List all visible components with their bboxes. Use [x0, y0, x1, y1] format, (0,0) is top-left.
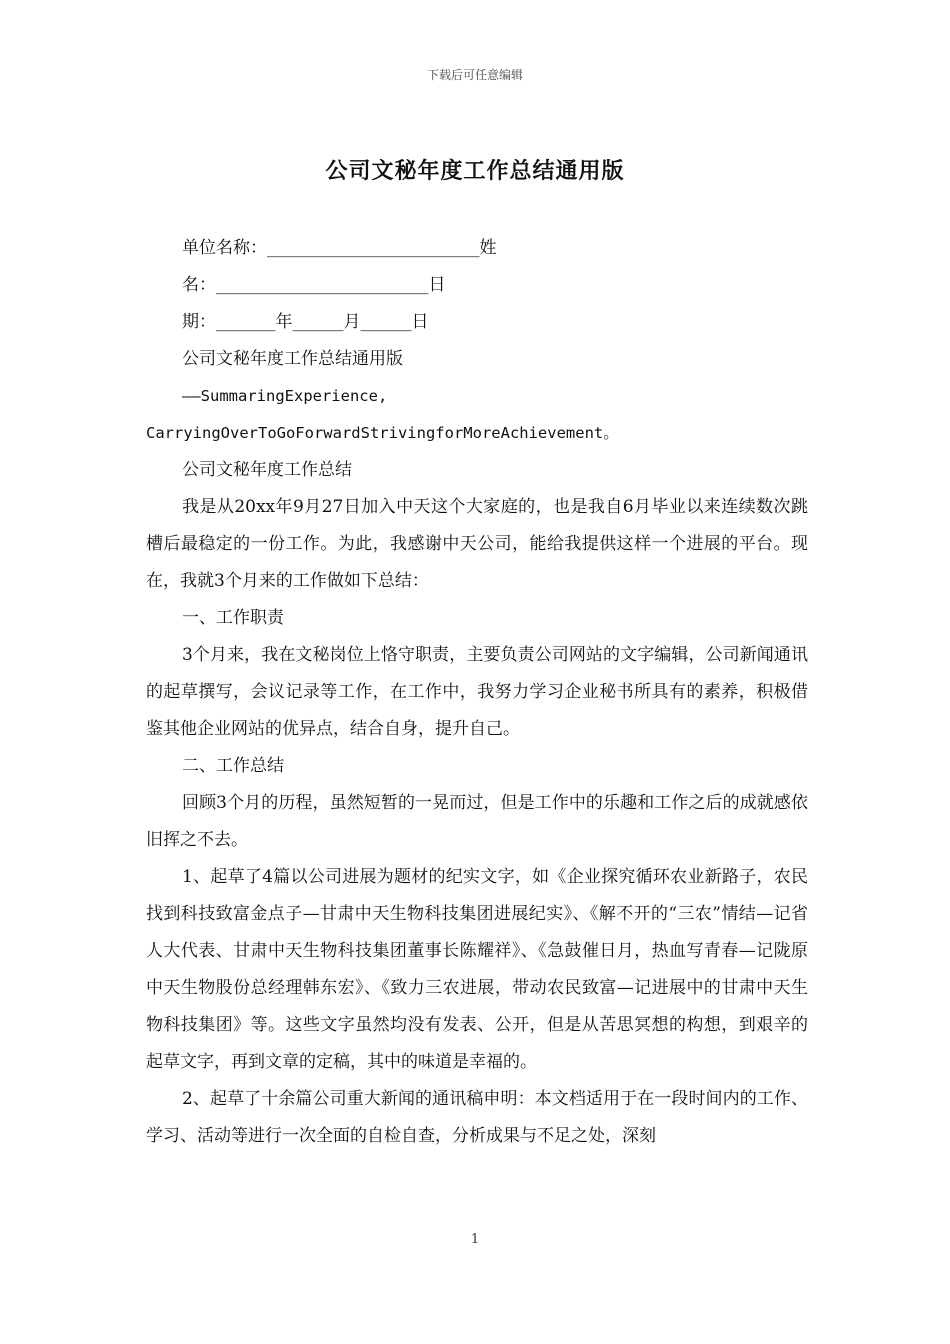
subtitle: 公司文秘年度工作总结通用版 [182, 349, 403, 369]
page-header: 下载后可任意编辑 [426, 68, 523, 82]
form-line-unit-name: 单位名称：_________________________姓 [182, 238, 497, 258]
paragraph-job-duties: 3个月来，我在文秘岗位上恪守职责，主要负责公司网站的文字编辑，公司新闻通讯的起草撰写，会议记录等工作，在工作中，我努力学习企业秘书所具有的素养，积极借鉴其他企业网站的优异点，结合自身，提升自己。 [146, 645, 808, 739]
document-body [146, 230, 808, 1155]
paragraph-item-1: 1、起草了4篇以公司进展为题材的纪实文字，如《企业探究循环农业新路子，农民找到科技致富金点子—甘肃中天生物科技集团进展纪实》、《解不开的“三农”情结—记省人大代表、甘肃中天生物科技集团董事长陈耀祥》、《急鼓催日月，热血写青春—记陇原中天生物股份总经理韩东宏》、《致力三农进展，带动农民致富—记进展中的甘肃中天生物科技集团》等。这些文字虽然均没有发表、公开，但是从苦思冥想的构想，到艰辛的起草文字，再到文章的定稿，其中的味道是幸福的。 [146, 867, 808, 1072]
section-heading: 公司文秘年度工作总结 [182, 460, 352, 480]
heading-job-duties: 一、工作职责 [182, 608, 284, 628]
heading-work-summary: 二、工作总结 [182, 756, 284, 776]
paragraph-item-2: 2、起草了十余篇公司重大新闻的通讯稿申明：本文档适用于在一段时间内的工作、学习、活动等进行一次全面的自检自查，分析成果与不足之处，深刻 [146, 1089, 808, 1146]
document-title: 公司文秘年度工作总结通用版 [325, 158, 625, 184]
form-line-name: 名：_________________________日 [182, 275, 446, 295]
paragraph-intro: 我是从20xx年9月27日加入中天这个大家庭的，也是我自6月毕业以来连续数次跳槽后最稳定的一份工作。为此，我感谢中天公司，能给我提供这样一个进展的平台。现在，我就3个月来的工作做如下总结： [146, 497, 808, 591]
english-line-2: CarryingOverToGoForwardStrivingforMoreAchievement。 [146, 424, 619, 442]
page-number: 1 [470, 1232, 480, 1247]
paragraph-review: 回顾3个月的历程，虽然短暂的一晃而过，但是工作中的乐趣和工作之后的成就感依旧挥之不去。 [146, 793, 808, 850]
form-line-date: 期：_______年______月______日 [182, 312, 429, 332]
english-line-1: ——SummaringExperience, [182, 387, 388, 405]
